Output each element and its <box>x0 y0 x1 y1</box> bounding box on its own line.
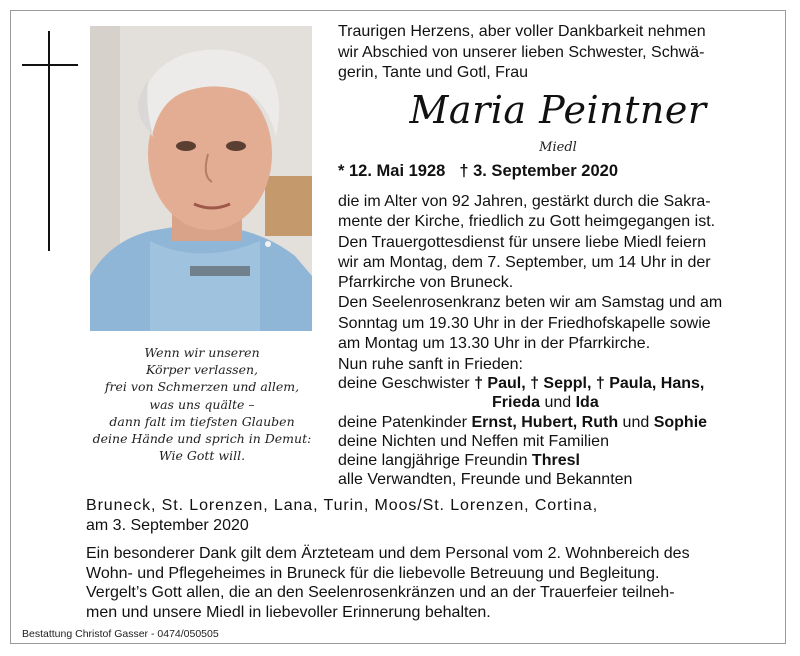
godchildren-names: Ernst, Hubert, Ruth <box>471 413 619 431</box>
poem-line: dann falt im tiefsten Glauben <box>109 413 295 429</box>
thanks-line: Vergelt’s Gott allen, die an den Seelenrosenkränzen und an der Trauerfeier teilneh- <box>86 584 675 602</box>
mourners-list <box>338 355 778 489</box>
intro-text <box>338 22 778 84</box>
body-line: Sonntag um 19.30 Uhr in der Friedhofskapelle sowie <box>338 314 711 332</box>
body-line: mente der Kirche, friedlich zu Gott heimgegangen ist. <box>338 213 716 231</box>
deceased-name: Maria Peintner <box>409 88 707 132</box>
poem-line: Körper verlassen, <box>146 362 258 378</box>
poem-line: deine Hände und sprich in Demut: <box>92 431 312 447</box>
intro-line: wir Abschied von unserer lieben Schwester, Schwä- <box>338 43 705 61</box>
thanks-text <box>86 544 780 622</box>
date-line: am 3. September 2020 <box>86 516 249 534</box>
portrait-photo <box>90 26 312 331</box>
friend-line <box>338 451 778 470</box>
friend-name: Thresl <box>531 452 580 470</box>
godchild-name: Sophie <box>653 413 708 431</box>
poem-line: frei von Schmerzen und allem, <box>104 379 300 395</box>
conjunction: und <box>618 413 654 431</box>
death-date: † 3. September 2020 <box>459 162 619 180</box>
body-line: Den Seelenrosenkranz beten wir am Samstag und am <box>338 294 723 312</box>
sibling-name: Frieda <box>492 394 541 412</box>
poem-line: Wenn wir unseren <box>144 345 260 360</box>
siblings-prefix: deine Geschwister <box>338 375 475 393</box>
godchildren-prefix: deine Patenkinder <box>338 413 472 431</box>
body-line: Pfarrkirche von Bruneck. <box>338 274 514 292</box>
body-line: am Montag um 13.30 Uhr in der Pfarrkirche. <box>338 335 651 353</box>
siblings-line-2 <box>338 393 778 412</box>
funeral-home-footer: Bestattung Christof Gasser - 0474/050505 <box>22 628 219 640</box>
godchildren-line <box>338 413 778 432</box>
place-and-date <box>86 496 776 535</box>
thanks-line: Ein besonderer Dank gilt dem Ärzteteam und dem Personal vom 2. Wohnbereich des <box>86 545 690 562</box>
maiden-name: Miedl <box>539 140 577 155</box>
nieces-line: deine Nichten und Neffen mit Familien <box>338 432 609 450</box>
places-line: Bruneck, St. Lorenzen, Lana, Turin, Moos/St. Lorenzen, Cortina, <box>86 497 599 514</box>
body-line: die im Alter von 92 Jahren, gestärkt durch die Sakra- <box>338 193 711 210</box>
rest-in-peace-line: Nun ruhe sanft in Frieden: <box>338 356 523 373</box>
relatives-line: alle Verwandten, Freunde und Bekannten <box>338 471 633 489</box>
cross-icon-horizontal <box>22 64 78 66</box>
conjunction: und <box>540 394 576 412</box>
poem-line: Wie Gott will. <box>158 448 246 464</box>
portrait-illustration <box>90 26 312 331</box>
siblings-names: † Paul, † Seppl, † Paula, Hans, <box>474 375 705 393</box>
body-line: Den Trauergottesdienst für unsere liebe Miedl feiern <box>338 233 707 251</box>
body-line: wir am Montag, dem 7. September, um 14 Uhr in der <box>338 253 711 271</box>
poem-line: was uns quälte – <box>149 396 255 412</box>
thanks-line: Wohn- und Pflegeheimes in Bruneck für die liebevolle Betreuung und Begleitung. <box>86 564 660 582</box>
friend-prefix: deine langjährige Freundin <box>338 452 532 470</box>
service-details <box>338 192 778 354</box>
intro-line: Traurigen Herzens, aber voller Dankbarkeit nehmen <box>338 23 706 40</box>
sibling-name: Ida <box>575 394 599 412</box>
siblings-line <box>338 374 778 393</box>
life-dates <box>338 160 778 182</box>
intro-line: gerin, Tante und Gotl, Frau <box>338 64 529 81</box>
thanks-line: men und unsere Miedl in liebevoller Erinnerung behalten. <box>86 603 491 621</box>
poem <box>84 344 320 464</box>
birth-date: * 12. Mai 1928 <box>338 162 446 180</box>
